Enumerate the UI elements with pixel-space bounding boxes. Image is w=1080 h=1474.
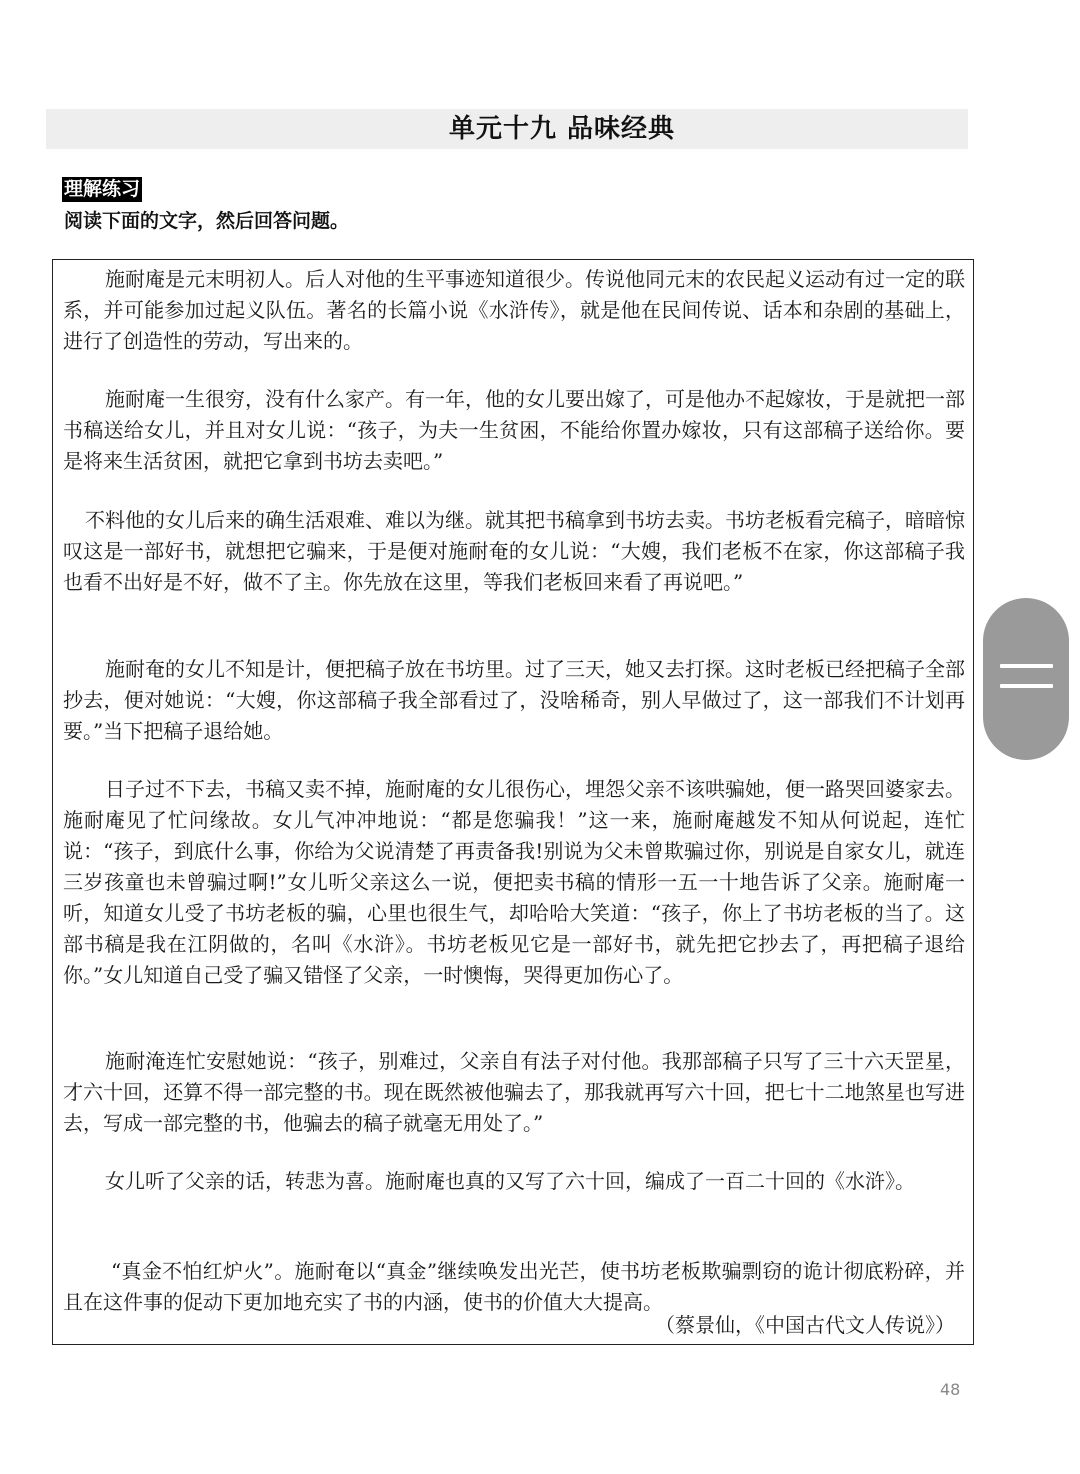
passage-box: [52, 259, 974, 1345]
title-bar: [46, 109, 968, 149]
page-number: 48: [940, 1380, 961, 1399]
passage-paragraph-8: “真金不怕红炉火”。施耐奄以“真金”继续唤发出光芒，使书坊老板欺骗剽窃的诡计彻底粉碎，并且在这件事的促动下更加地充实了书的内涵，使书的价值大大提高。: [63, 1259, 965, 1314]
passage-paragraph-7: 女儿听了父亲的话，转悲为喜。施耐庵也真的又写了六十回，编成了一百二十回的《水浒》。: [105, 1169, 915, 1193]
passage-paragraph-2: 施耐庵一生很穷，没有什么家产。有一年，他的女儿要出嫁了，可是他办不起嫁妆，于是就把一部书稿送给女儿，并且对女儿说：“孩子，为夫一生贫困，不能给你置办嫁妆，只有这部稿子送给你。要是将来生活贫困，就把它拿到书坊去卖吧。”: [63, 387, 965, 473]
instruction-text: 阅读下面的文字，然后回答问题。: [64, 210, 350, 232]
hamburger-menu-icon-bar: [1000, 684, 1053, 688]
page-title: 单元十九 品味经典: [448, 114, 676, 144]
passage-paragraph-3: 不料他的女儿后来的确生活艰难、难以为继。就其把书稿拿到书坊去卖。书坊老板看完稿子，暗暗惊叹这是一部好书，就想把它骗来，于是便对施耐奄的女儿说：“大嫂，我们老板不在家，你这部稿子我也看不出好是不好，做不了主。你先放在这里，等我们老板回来看了再说吧。”: [63, 508, 965, 594]
passage-paragraph-4: 施耐奄的女儿不知是计，便把稿子放在书坊里。过了三天，她又去打探。这时老板已经把稿子全部抄去，便对她说：“大嫂，你这部稿子我全部看过了，没啥稀奇，别人早做过了，这一部我们不计划再要。”当下把稿子退给她。: [63, 657, 965, 743]
floating-menu-button[interactable]: [983, 598, 1069, 760]
passage-paragraph-1: 施耐庵是元末明初人。后人对他的生平事迹知道很少。传说他同元末的农民起义运动有过一定的联系，并可能参加过起义队伍。著名的长篇小说《水浒传》，就是他在民间传说、话本和杂剧的基础上，进行了创造性的劳动，写出来的。: [63, 267, 965, 353]
hamburger-menu-icon: [1000, 664, 1053, 668]
passage-source: （蔡景仙，《中国古代文人传说》）: [655, 1313, 955, 1337]
passage-paragraph-5: 日子过不下去，书稿又卖不掉，施耐庵的女儿很伤心，埋怨父亲不该哄骗她，便一路哭回婆家去。施耐庵见了忙问缘故。女儿气冲冲地说：“都是您骗我！”这一来，施耐庵越发不知从何说起，连忙说：“孩子，到底什么事，你给为父说清楚了再责备我!别说为父未曾欺骗过你，别说是自家女儿，就连三岁孩童也未曾骗过啊!”女儿听父亲这么一说，便把卖书稿的情形一五一十地告诉了父亲。施耐庵一听，知道女儿受了书坊老板的骗，心里也很生气，却哈哈大笑道：“孩子，你上了书坊老板的当了。这部书稿是我在江阴做的，名叫《水浒》。书坊老板见它是一部好书，就先把它抄去了，再把稿子退给你。”女儿知道自己受了骗又错怪了父亲，一时懊悔，哭得更加伤心了。: [63, 777, 965, 987]
section-label: 理解练习: [64, 178, 141, 200]
passage-paragraph-6: 施耐淹连忙安慰她说：“孩子，别难过，父亲自有法子对付他。我那部稿子只写了三十六天罡星，才六十回，还算不得一部完整的书。现在既然被他骗去了，那我就再写六十回，把七十二地煞星也写进去，写成一部完整的书，他骗去的稿子就毫无用处了。”: [63, 1049, 965, 1135]
